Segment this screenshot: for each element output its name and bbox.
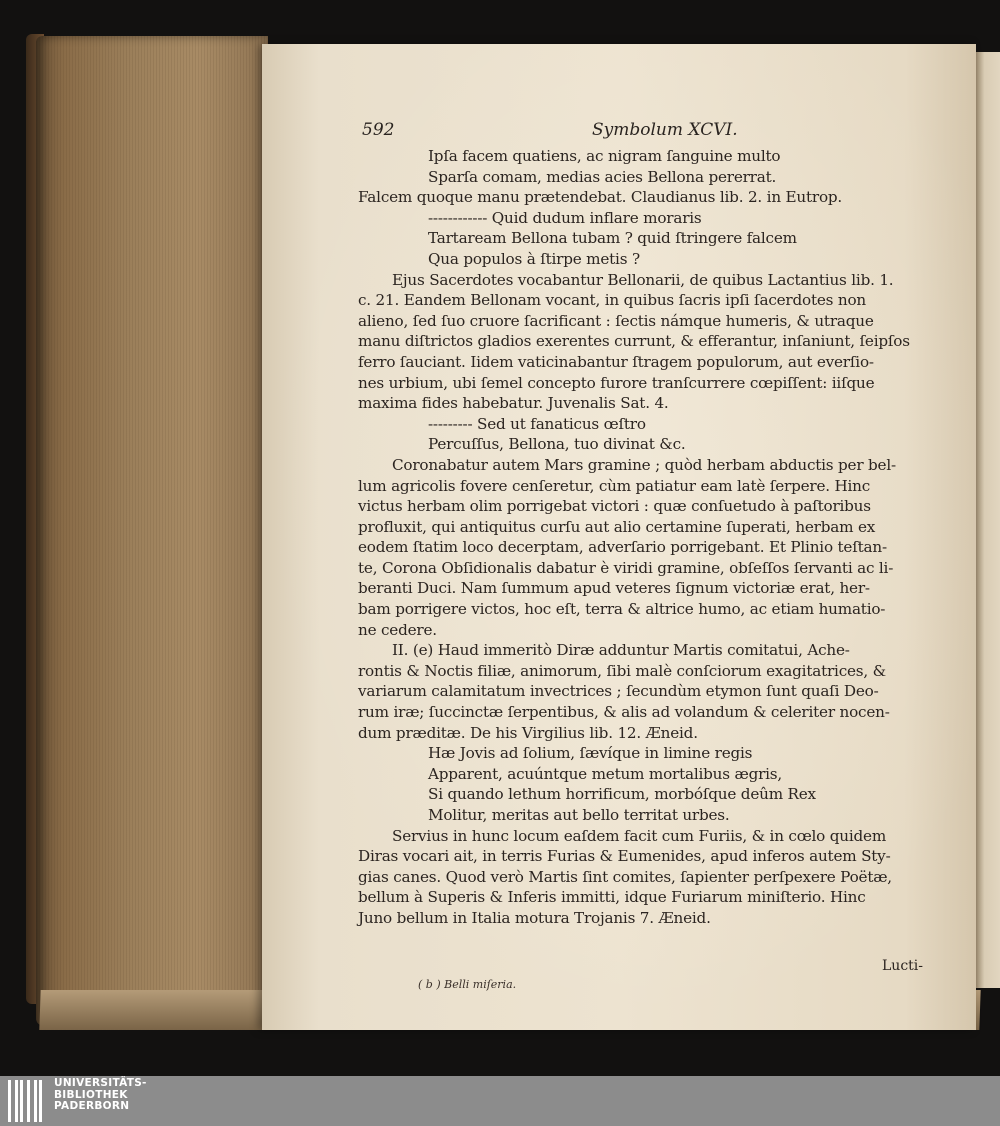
footnote: ( b ) Belli miſeria.	[418, 978, 517, 991]
text-line: Sparſa comam, medias acies Bellona pererrat.	[428, 167, 777, 186]
text-line: beranti Duci. Nam ſummum apud veteres ſignum victoriæ erat, her-	[358, 579, 870, 598]
text-line: maxima fides habebatur. Juvenalis Sat. 4.	[358, 394, 669, 413]
text-line: Molitur, meritas aut bello territat urbes.	[428, 806, 730, 824]
library-footer-bar	[0, 1076, 1000, 1126]
text-line: Falcem quoque manu prætendebat. Claudianus lib. 2. in Eutrop.	[358, 188, 843, 207]
text-line: Tartaream Bellona tubam ? quid ſtringere falcem	[428, 229, 797, 248]
text-line: manu diſtrictos gladios exerentes currunt, & efferantur, inſaniunt, ſeipſos	[358, 332, 910, 351]
logo-bar	[27, 1080, 30, 1122]
library-name	[54, 1078, 147, 1113]
text-line: profluxit, qui antiquitus curſu aut alio certamine ſuperati, herbam ex	[358, 517, 876, 536]
text-line: bellum à Superis & Inferis immitti, idque Furiarum miniſterio. Hinc	[358, 888, 866, 907]
page-fore-edge	[36, 36, 268, 1026]
text-line: alieno, ſed ſuo cruore ſacrificant : ſectis námque humeris, & utraque	[358, 311, 874, 330]
logo-bar	[15, 1080, 18, 1122]
text-line: Hæ Jovis ad ſolium, ſævíque in limine regis	[428, 744, 753, 763]
text-line: rum iræ; ſuccinctæ ſerpentibus, & alis ad volandum & celeriter nocen-	[358, 703, 890, 722]
text-line: te, Corona Obſidionalis dabatur è viridi gramine, obſeſſos ſervanti ac li-	[358, 558, 894, 577]
text-line: Percuſſus, Bellona, tuo divinat &c.	[428, 435, 686, 454]
text-line: II. (e) Haud immeritò Diræ adduntur Martis comitatui, Ache-	[392, 641, 850, 660]
text-line: Ipſa facem quatiens, ac nigram ſanguine multo	[428, 147, 781, 165]
running-title: Symbolum XCVI.	[592, 120, 738, 140]
library-name-line: UNIVERSITÄTS-	[54, 1077, 147, 1089]
text-line: eodem ſtatim loco decerptam, adverſario porrigebant. Et Plinio teſtan-	[358, 538, 887, 557]
text-line: gias canes. Quod verò Martis ſint comites, ſapienter perſpexere Poëtæ,	[358, 867, 892, 886]
logo-bar	[20, 1080, 23, 1122]
text-line: ne cedere.	[358, 620, 437, 639]
catchword: Lucti-	[882, 958, 923, 974]
text-line: victus herbam olim porrigebat victori : quæ conſuetudo à paſtoribus	[358, 497, 871, 516]
text-line: dum præditæ. De his Virgilius lib. 12. Æneid.	[358, 723, 698, 742]
text-line: bam porrigere victos, hoc eſt, terra & altrice humo, ac etiam humatio-	[358, 600, 886, 619]
text-line: ------------ Quid dudum inflare moraris	[428, 208, 702, 227]
text-line: ferro ſauciant. Iidem vaticinabantur ſtragem populorum, aut everſio-	[358, 352, 874, 371]
logo-bar	[34, 1080, 37, 1122]
running-head	[362, 120, 916, 146]
facing-page-edge	[974, 52, 1000, 988]
text-line: lum agricolis fovere cenſeretur, cùm patiatur eam latè ſerpere. Hinc	[358, 476, 871, 495]
text-line: nes urbium, ubi ſemel concepto furore tranſcurrere cœpiſſent: iiſque	[358, 373, 875, 392]
library-name-line: BIBLIOTHEK	[54, 1088, 128, 1101]
text-line: Coronabatur autem Mars gramine ; quòd herbam abductis per bel-	[392, 455, 896, 474]
book-page	[262, 44, 976, 1030]
library-logo-icon	[8, 1080, 48, 1122]
text-line: Diras vocari ait, in terris Furias & Eumenides, apud inferos autem Sty-	[358, 847, 891, 866]
text-line: Apparent, acuúntque metum mortalibus ægris,	[428, 764, 783, 783]
text-line: Qua populos à ſtirpe metis ?	[428, 249, 640, 268]
page-number: 592	[362, 120, 395, 140]
text-line: variarum calamitatum invectrices ; ſecundùm etymon ſunt quaſi Deo-	[358, 682, 879, 701]
text-line: Juno bellum in Italia motura Trojanis 7. Æneid.	[358, 908, 711, 927]
text-line: Si quando lethum horrificum, morbóſque deûm Rex	[428, 785, 816, 804]
library-name-line: PADERBORN	[54, 1100, 130, 1112]
logo-bar	[39, 1080, 42, 1122]
text-line: rontis & Noctis filiæ, animorum, ſibi malè conſciorum exagitatrices, &	[358, 661, 886, 680]
text-line: Ejus Sacerdotes vocabantur Bellonarii, de quibus Lactantius lib. 1.	[392, 270, 894, 289]
logo-bar	[8, 1080, 11, 1122]
text-line: Servius in hunc locum eaſdem facit cum Furiis, & in cœlo quidem	[392, 826, 887, 845]
text-line: --------- Sed ut fanaticus œſtro	[428, 414, 646, 433]
text-line: c. 21. Eandem Bellonam vocant, in quibus ſacris ipſi ſacerdotes non	[358, 291, 866, 310]
page-text-block	[358, 146, 958, 929]
